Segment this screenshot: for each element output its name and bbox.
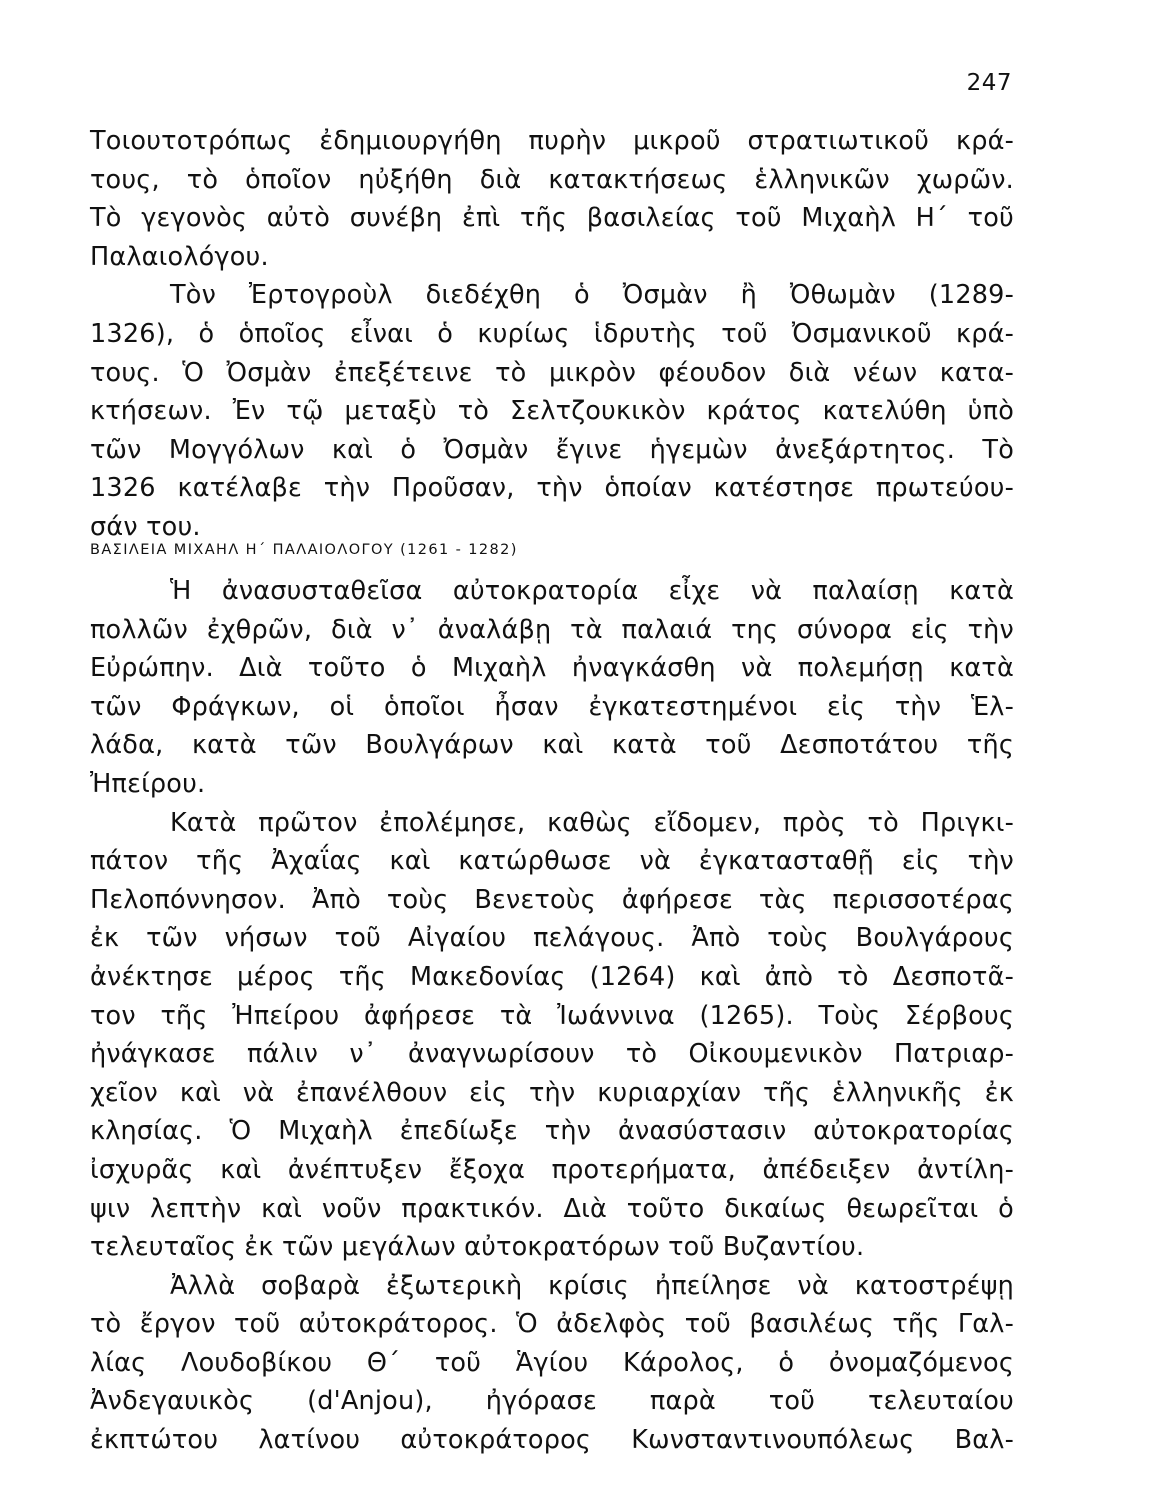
text-line: τους. Ὁ Ὀσμὰν ἐπεξέτεινε τὸ μικρὸν φέουδον διὰ νέων κατα- (90, 357, 1014, 388)
text-line: ἠνάγκασε πάλιν ν᾽ ἀναγνωρίσουν τὸ Οἰκουμενικὸν Πατριαρ- (90, 1039, 1014, 1070)
text-line: τελευταῖος ἐκ τῶν μεγάλων αὐτοκρατόρων τοῦ Βυζαντίου. (90, 1232, 865, 1263)
text-line: Ἠπείρου. (90, 768, 206, 799)
text-line: Ἀνδεγαυικὸς (d'Anjou), ἠγόρασε παρὰ τοῦ τελευταίου (90, 1386, 1014, 1417)
text-line: τον τῆς Ἠπείρου ἀφήρεσε τὰ Ἰωάννινα (1265). Τοὺς Σέρβους (90, 1000, 1014, 1031)
text-line: ἀνέκτησε μέρος τῆς Μακεδονίας (1264) καὶ ἀπὸ τὸ Δεσποτᾶ- (90, 961, 1014, 992)
text-line: τῶν Φράγκων, οἱ ὁποῖοι ἦσαν ἐγκατεστημένοι εἰς τὴν Ἑλ- (90, 691, 1014, 722)
text-line: Τὸν Ἐρτογροὺλ διεδέχθη ὁ Ὀσμὰν ἢ Ὀθωμὰν (1289- (170, 280, 1014, 311)
text-line: Παλαιολόγου. (90, 241, 269, 272)
text-line: ψιν λεπτὴν καὶ νοῦν πρακτικόν. Διὰ τοῦτο δικαίως θεωρεῖται ὁ (90, 1193, 1014, 1224)
text-line: Τοιουτοτρόπως ἐδημιουργήθη πυρὴν μικροῦ στρατιωτικοῦ κρά- (90, 126, 1014, 156)
section-heading: ΒΑΣΙΛΕΙΑ ΜΙΧΑΗΛ Η΄ ΠΑΛΑΙΟΛΟΓΟΥ (1261 - 1282) (90, 542, 518, 558)
text-line: ἰσχυρᾶς καὶ ἀνέπτυξεν ἔξοχα προτερήματα, ἀπέδειξεν ἀντίλη- (90, 1154, 1014, 1185)
text-line: τῶν Μογγόλων καὶ ὁ Ὀσμὰν ἔγινε ἡγεμὼν ἀνεξάρτητος. Τὸ (90, 434, 1014, 465)
paragraph-block-ertogrul (90, 122, 1014, 547)
text-line: ἐκ τῶν νήσων τοῦ Αἰγαίου πελάγους. Ἀπὸ τοὺς Βουλγάρους (90, 923, 1014, 954)
text-line: κλησίας. Ὁ Μιχαὴλ ἐπεδίωξε τὴν ἀνασύστασιν αὐτοκρατορίας (90, 1116, 1014, 1147)
paragraph-block-michael (90, 572, 1014, 1460)
text-line: λίας Λουδοβίκου Θ΄ τοῦ Ἁγίου Κάρολος, ὁ ὀνομαζόμενος (90, 1347, 1014, 1378)
text-line: τους, τὸ ὁποῖον ηὐξήθη διὰ κατακτήσεως ἑλληνικῶν χωρῶν. (90, 164, 1014, 195)
text-line: Ἡ ἀνασυσταθεῖσα αὐτοκρατορία εἶχε νὰ παλαίσῃ κατὰ (170, 576, 1014, 606)
text-line: λάδα, κατὰ τῶν Βουλγάρων καὶ κατὰ τοῦ Δεσποτάτου τῆς (90, 730, 1014, 761)
text-line: ἐκπτώτου λατίνου αὐτοκράτορος Κωνσταντινουπόλεως Βαλ- (90, 1425, 1014, 1456)
text-line: 1326 κατέλαβε τὴν Προῦσαν, τὴν ὁποίαν κατέστησε πρωτεύου- (90, 473, 1014, 504)
text-line: σάν του. (90, 511, 201, 542)
text-line: πάτον τῆς Ἀχαΐας καὶ κατώρθωσε νὰ ἐγκατασταθῇ εἰς τὴν (90, 846, 1014, 877)
text-line: τὸ ἔργον τοῦ αὐτοκράτορος. Ὁ ἀδελφὸς τοῦ βασιλέως τῆς Γαλ- (90, 1309, 1014, 1340)
page-number: 247 (966, 70, 1012, 96)
text-line: Τὸ γεγονὸς αὐτὸ συνέβη ἐπὶ τῆς βασιλείας τοῦ Μιχαὴλ Η΄ τοῦ (90, 203, 1014, 234)
text-line: πολλῶν ἐχθρῶν, διὰ ν᾽ ἀναλάβῃ τὰ παλαιά της σύνορα εἰς τὴν (90, 614, 1014, 645)
text-line: Κατὰ πρῶτον ἐπολέμησε, καθὼς εἴδομεν, πρὸς τὸ Πριγκι- (170, 807, 1014, 838)
text-line: Εὐρώπην. Διὰ τοῦτο ὁ Μιχαὴλ ἠναγκάσθη νὰ πολεμήσῃ κατὰ (90, 653, 1014, 684)
text-line: 1326), ὁ ὁποῖος εἶναι ὁ κυρίως ἱδρυτὴς τοῦ Ὀσμανικοῦ κρά- (90, 318, 1014, 349)
text-line: χεῖον καὶ νὰ ἐπανέλθουν εἰς τὴν κυριαρχίαν τῆς ἑλληνικῆς ἐκ (90, 1077, 1014, 1108)
text-line: Ἀλλὰ σοβαρὰ ἐξωτερικὴ κρίσις ἠπείλησε νὰ κατοστρέψῃ (170, 1270, 1014, 1301)
text-line: κτήσεων. Ἐν τῷ μεταξὺ τὸ Σελτζουκικὸν κράτος κατελύθη ὑπὸ (90, 396, 1014, 427)
text-line: Πελοπόννησον. Ἀπὸ τοὺς Βενετοὺς ἀφήρεσε τὰς περισσοτέρας (90, 884, 1014, 915)
